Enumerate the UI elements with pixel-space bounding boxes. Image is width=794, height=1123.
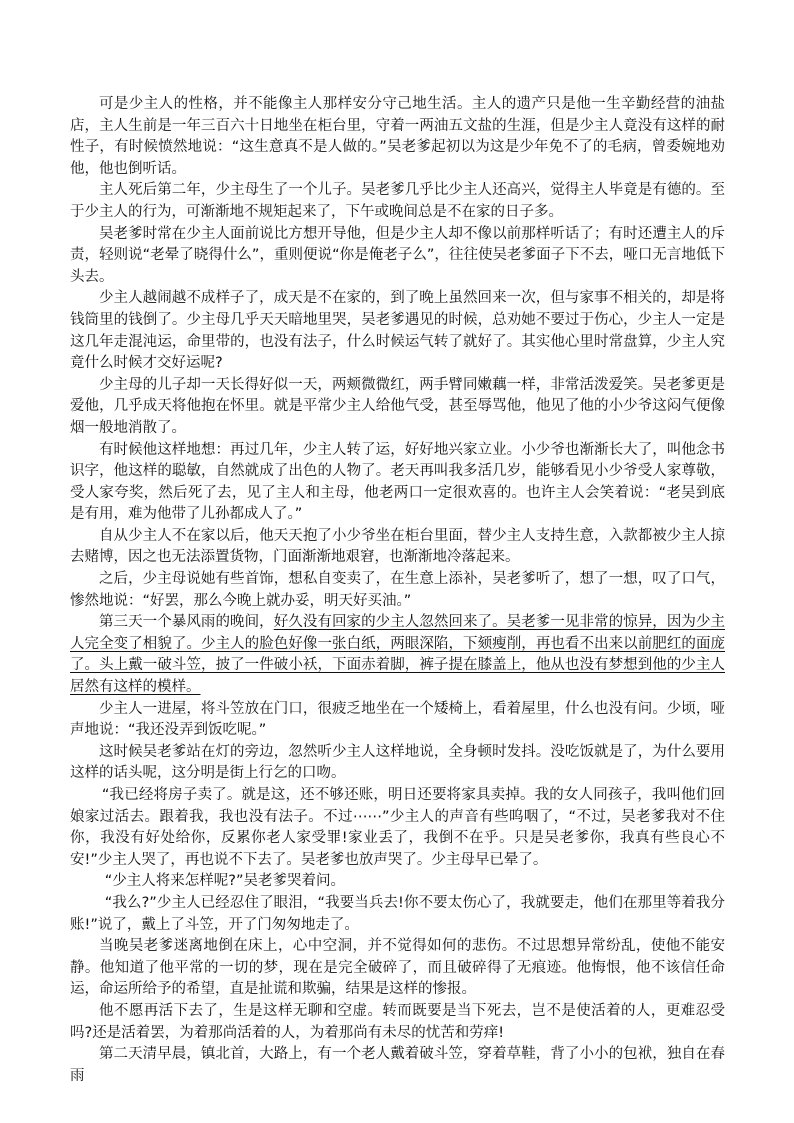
paragraph-9 [70,612,725,698]
paragraph-3: 吴老爹时常在少主人面前说比方想开导他，但是少主人却不像以前那样听话了；有时还遭主人的斥责，轻则说“老晕了晓得什么”，重则便说“你是俺老子么”，往往使吴老爹面子下不去，哑口无言地低下头去。 [70,225,725,285]
document-body [70,94,725,1087]
paragraph-5: 少主母的儿子却一天长得好似一天，两颊微微红，两手臂同嫩藕一样，非常活泼爱笑。吴老爹更是爱他，几乎成天将他抱在怀里。就是平常少主人给他气受，甚至辱骂他，他见了他的小少爷这闷气便像烟一般地消散了。 [70,376,725,436]
paragraph-2: 主人死后第二年，少主母生了一个儿子。吴老爹几乎比少主人还高兴，觉得主人毕竟是有德的。至于少主人的行为，可渐渐地不规矩起来了，下午或晚间总是不在家的日子多。 [70,182,725,220]
paragraph-16: 他不愿再活下去了，生是这样无聊和空虚。转而既要是当下死去，岂不是使活着的人，更难忍受吗?还是活着罢，为着那尚活着的人，为着那尚有未尽的忧苦和劳痒! [70,1002,725,1041]
paragraph-1: 可是少主人的性格，并不能像主人那样安分守己地生活。主人的遗产只是他一生辛勤经营的油盐店，主人生前是一年三百六十日地坐在柜台里，守着一两油五文盐的生涯，但是少主人竟没有这样的耐性子，有时候愤然地说：“这生意真不是人做的。”吴老爹起初以为这是少年免不了的毛病，曾委婉地劝他，他也倒听话。 [70,96,725,177]
paragraph-12: “我已经将房子卖了。就是这，还不够还账，明日还要将家具卖掉。我的女人同孩子，我叫他们回娘家过活去。跟着我，我也没有法子。不过⋯⋯”少主人的声音有些呜咽了，“不过，吴老爹我对不住你，我没有好处给你，反累你老人家受罪!家业丢了，我倒不在乎。只是吴老爹你，我真有些良心不安!”少主人哭了，再也说不下去了。吴老爹也放声哭了。少主母早已晕了。 [70,787,725,868]
paragraph-8: 之后，少主母说她有些首饰，想私自变卖了，在生意上添补，吴老爹听了，想了一想，叹了口气，惨然地说：“好罢，那么今晚上就办妥，明天好买油。” [70,571,725,609]
underlined-passage: 好久没有回家的少主人忽然回来了。吴老爹一见非常的惊异，因为少主人完全变了相貌了。少主人的脸色好像一张白纸，两眼深陷，下颏瘦削，再也看不出来以前肥红的面庞了。头上戴一破斗笠，披了一件破小袄，下面赤着脚，裤子提在膝盖上，他从也没有梦想到他的少主人居然有这样的模样。 [70,614,726,696]
paragraph-13: “少主人将来怎样呢?”吴老爹哭着问。 [104,873,346,890]
paragraph-15: 当晚吴老爹迷离地倒在床上，心中空洞，并不觉得如何的悲伤。不过思想异常纷乱，使他不能安静。他知道了他平常的一切的梦，现在是完全破碎了，而且破碎得了无痕迹。他悔恨，他不该信任命运，命运所给予的希望，直是扯谎和欺骗，结果是这样的惨报。 [70,938,725,998]
paragraph-9-prefix: 第三天一个暴风雨的晚间， [99,614,274,631]
paragraph-17: 第二天清早晨，镇北首，大路上，有一个老人戴着破斗笠，穿着草鞋，背了小小的包袱，独自在春雨 [70,1046,725,1084]
paragraph-11: 这时候吴老爹站在灯的旁边，忽然听少主人这样地说，全身顿时发抖。没吃饭就是了，为什么要用这样的话头呢，这分明是街上行乞的口吻。 [70,743,725,782]
paragraph-7: 自从少主人不在家以后，他天天抱了小少爷坐在柜台里面，替少主人支持生意，入款都被少主人掠去赌博，因之也无法添置货物，门面渐渐地艰窘，也渐渐地冷落起来。 [70,527,725,566]
paragraph-4: 少主人越闹越不成样子了，成天是不在家的，到了晚上虽然回来一次，但与家事不相关的，却是将钱筒里的钱倒了。少主母几乎天天暗地里哭，吴老爹遇见的时候，总劝她不要过于伤心，少主人一定是这几年走混沌运，命里带的，也没有法子，什么时候运气转了就好了。其实他心里时常盘算，少主人究竟什么时候才交好运呢? [70,290,725,372]
paragraph-10: 少主人一进屋，将斗笠放在门口，很疲乏地坐在一个矮椅上，看着屋里，什么也没有问。少顷，哑声地说：“我还没弄到饭吃呢。” [70,700,725,739]
paragraph-6: 有时候他这样地想：再过几年，少主人转了运，好好地兴家立业。小少爷也渐渐长大了，叫他念书识字，他这样的聪敏，自然就成了出色的人物了。老天再叫我多活几岁，能够看见小少爷受人家尊敬，受人家夸奖，然后死了去，见了主人和主母，他老两口一定很欢喜的。也许主人会笑着说：“老吴到底是有用，难为他带了儿孙都成人了。” [70,441,725,523]
paragraph-14: “我么?”少主人已经忍住了眼泪，“我要当兵去!你不要太伤心了，我就要走，他们在那里等着我分账!”说了，戴上了斗笠，开了门匆匆地走了。 [70,894,725,933]
